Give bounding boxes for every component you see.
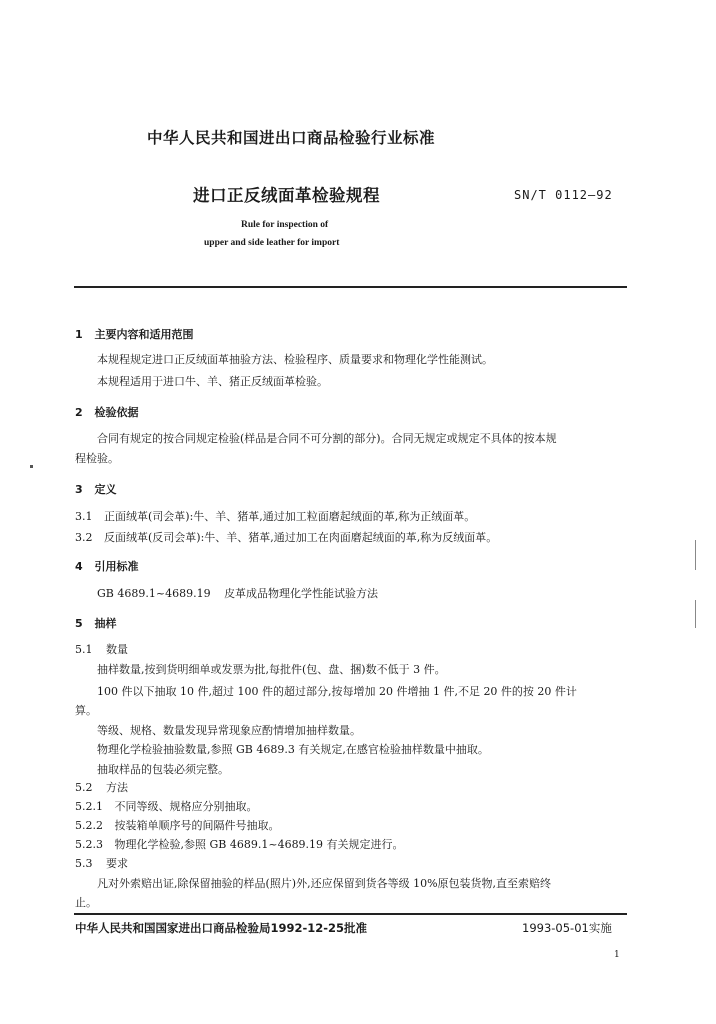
clause-number: 3.1 [75,510,93,523]
clause-title: 方法 [106,781,128,794]
section-3-heading [75,481,117,497]
clause-text: 正面绒革(司会革):牛、羊、猪革,通过加工粒面磨起绒面的革,称为正绒面革。 [104,510,476,523]
clause-number: 5.2.2 [75,819,103,832]
section-5-heading [75,615,117,631]
clause-text: 反面绒革(反司会革):牛、羊、猪革,通过加工在肉面磨起绒面的革,称为反绒面革。 [104,531,498,544]
section-number: 5 [75,617,83,630]
approval-statement: 中华人民共和国国家进出口商品检验局1992-12-25批准 [75,921,368,935]
document-title: 进口正反绒面革检验规程 [193,186,380,205]
clause-text: 不同等级、规格应分别抽取。 [114,800,258,813]
paragraph: 本规程规定进口正反绒面革抽验方法、检验程序、质量要求和物理化学性能测试。 [97,353,493,366]
scan-mark [695,540,696,570]
scan-mark [695,600,696,628]
page-number: 1 [614,950,620,960]
subsection-5-1-heading [75,642,128,657]
paragraph-continuation: 算。 [75,704,97,717]
clause-item [75,799,258,814]
scan-mark [30,465,33,468]
paragraph: 等级、规格、数量发现异常现象应酌情增加抽样数量。 [97,724,361,737]
section-1-heading [75,326,194,342]
section-title: 抽样 [94,617,117,630]
clause-title: 要求 [106,857,128,870]
clause-number: 3.2 [75,531,93,544]
footer-divider [74,913,627,915]
clause-number: 5.2.3 [75,838,103,851]
section-title: 引用标准 [94,560,139,573]
paragraph: 本规程适用于进口牛、羊、猪正反绒面革检验。 [97,375,328,388]
paragraph: 凡对外索赔出证,除保留抽验的样品(照片)外,还应保留到货各等级 10%原包装货物,直至索赔终 [97,877,552,890]
section-4-heading [75,558,139,574]
section-title: 主要内容和适用范围 [94,328,194,341]
clause-text: 物理化学检验,参照 GB 4689.1~4689.19 有关规定进行。 [114,838,404,851]
section-2-heading [75,404,139,420]
clause-item [75,837,404,852]
referenced-standard [97,586,378,601]
clause-number: 5.3 [75,857,93,870]
subsection-5-3-heading [75,856,128,871]
effective-date: 1993-05-01实施 [522,921,612,935]
paragraph-continuation: 止。 [75,896,97,909]
clause-number: 5.1 [75,643,93,656]
section-number: 1 [75,328,83,341]
standard-title: 皮革成品物理化学性能试验方法 [224,587,379,600]
standard-code: GB 4689.1~4689.19 [97,587,211,600]
paragraph: 抽样数量,按到货明细单或发票为批,每批件(包、盘、捆)数不低于 3 件。 [97,663,446,676]
section-title: 定义 [94,483,117,496]
paragraph: 100 件以下抽取 10 件,超过 100 件的超过部分,按每增加 20 件增抽 1 件,不足 20 件的按 20 件计 [97,685,577,698]
document-code: SN/T 0112—92 [514,188,613,202]
definition-item [75,530,497,545]
org-title: 中华人民共和国进出口商品检验行业标准 [147,129,436,147]
section-number: 2 [75,406,83,419]
definition-item [75,509,475,524]
paragraph-continuation: 程检验。 [75,452,119,465]
clause-title: 数量 [106,643,128,656]
paragraph: 物理化学检验抽验数量,参照 GB 4689.3 有关规定,在感官检验抽样数量中抽取。 [97,743,489,756]
header-divider [74,286,627,288]
clause-item [75,818,280,833]
clause-number: 5.2 [75,781,93,794]
subsection-5-2-heading [75,780,128,795]
section-number: 3 [75,483,83,496]
paragraph: 抽取样品的包装必须完整。 [97,763,229,776]
english-title-line-2: upper and side leather for import [204,238,340,248]
english-title-line-1: Rule for inspection of [241,220,329,230]
section-title: 检验依据 [94,406,139,419]
section-number: 4 [75,560,83,573]
paragraph: 合同有规定的按合同规定检验(样品是合同不可分割的部分)。合同无规定或规定不具体的按本规 [97,432,557,445]
clause-number: 5.2.1 [75,800,103,813]
clause-text: 按装箱单顺序号的间隔件号抽取。 [114,819,280,832]
